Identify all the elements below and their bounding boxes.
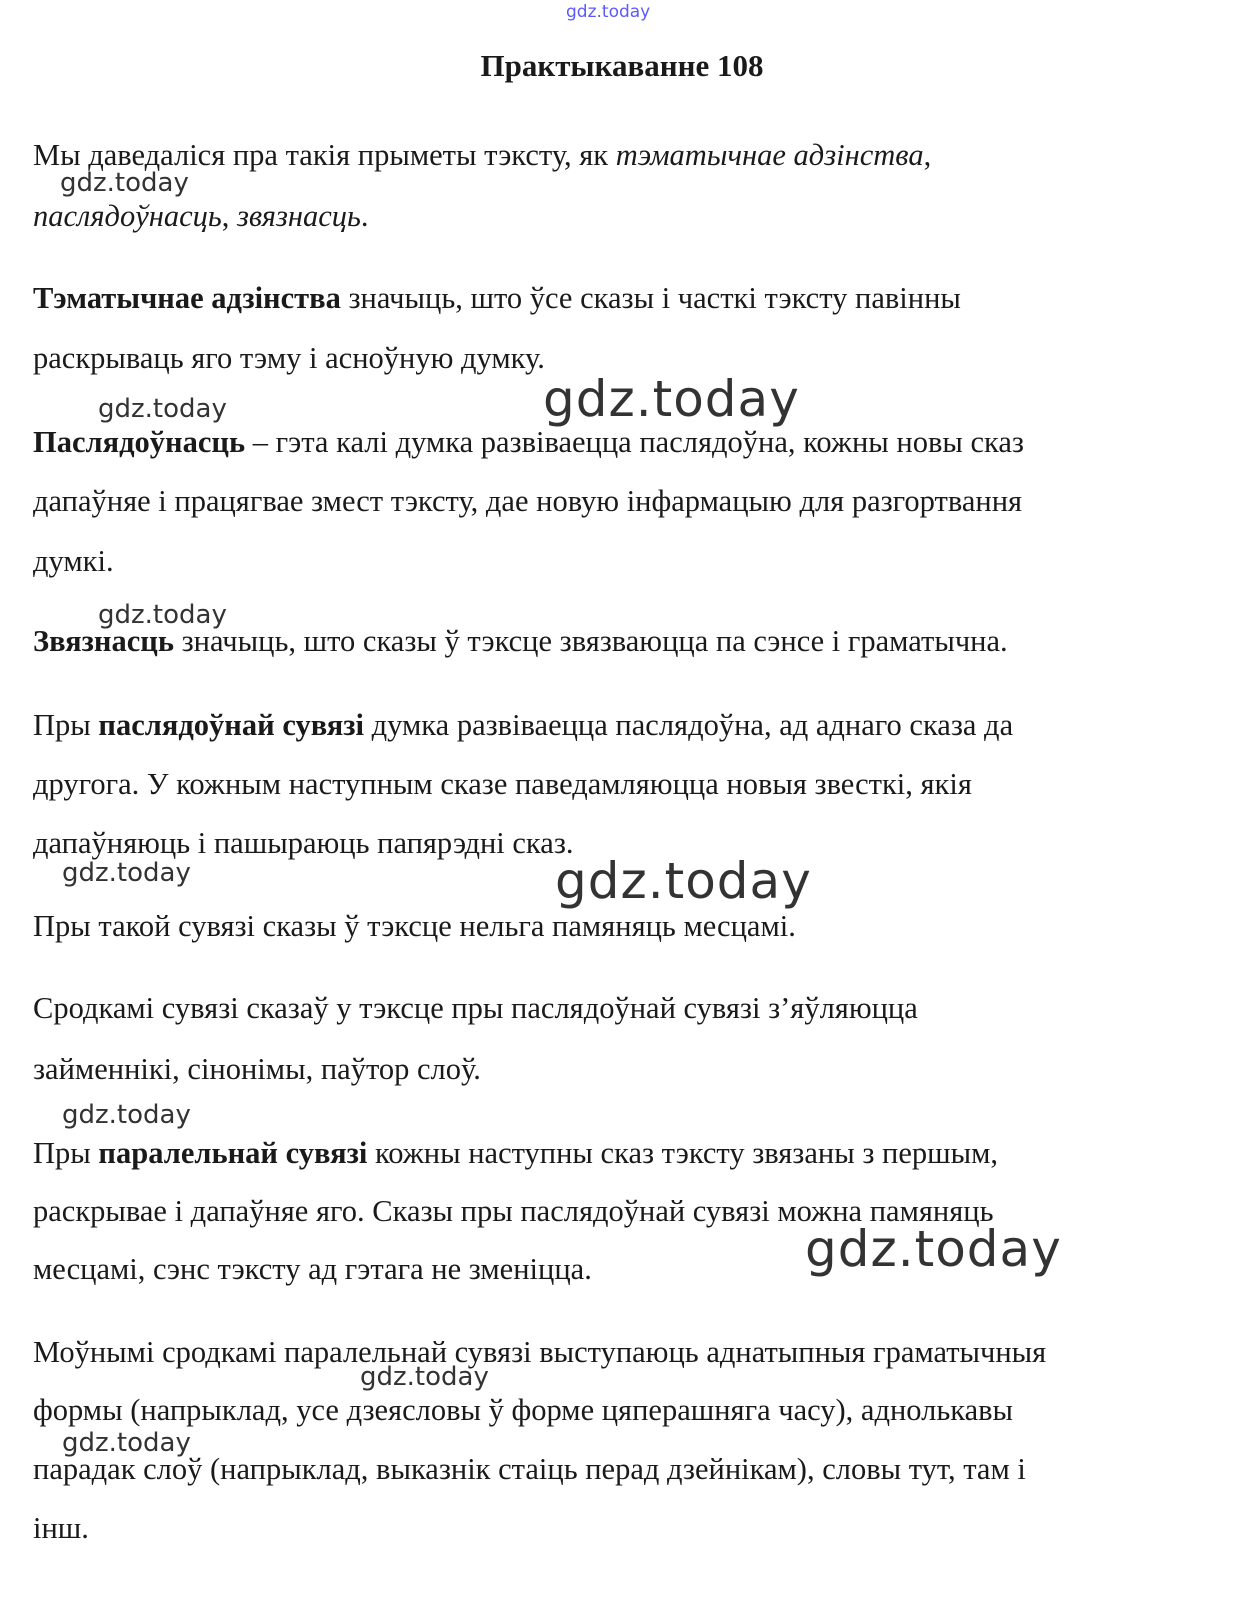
paragraph-sequence: думкі. <box>33 544 114 578</box>
paragraph-sequential-link: другога. У кожным наступным сказе паведамляюцца новыя звесткі, якія <box>33 767 972 801</box>
watermark: gdz.today <box>98 394 227 424</box>
watermark: gdz.today <box>543 370 800 428</box>
paragraph-thematic-unity: раскрываць яго тэму і асноўную думку. <box>33 341 545 375</box>
watermark: gdz.today <box>62 858 191 888</box>
watermark: gdz.today <box>60 168 189 198</box>
watermark: gdz.today <box>555 852 812 910</box>
page-title: Практыкаванне 108 <box>480 48 764 83</box>
paragraph-intro-line: паслядоўнасць, звязнасць. <box>33 199 369 233</box>
paragraph-intro-line: Мы даведаліся пра такія прыметы тэксту, як тэматычнае адзінства, <box>33 138 932 172</box>
watermark: gdz.today <box>805 1220 1062 1278</box>
paragraph-parallel-means: інш. <box>33 1511 89 1545</box>
paragraph-sequence: Паслядоўнасць – гэта калі думка развіваецца паслядоўна, кожны новы сказ <box>33 425 1024 459</box>
paragraph-parallel-link: месцамі, сэнс тэксту ад гэтага не зменіцца. <box>33 1252 592 1286</box>
paragraph-sequence: дапаўняе і працягвае змест тэксту, дае новую інфармацыю для разгортвання <box>33 484 1023 518</box>
paragraph-no-swap: Пры такой сувязі сказы ў тэксце нельга памяняць месцамі. <box>33 909 796 943</box>
paragraph-parallel-means: формы (напрыклад, усе дзеясловы ў форме цяперашняга часу), аднолькавы <box>33 1393 1014 1427</box>
paragraph-coherence: Звязнасць значыць, што сказы ў тэксце звязваюцца па сэнсе і граматычна. <box>33 624 1008 658</box>
watermark: gdz.today <box>360 1362 489 1392</box>
watermark: gdz.today <box>98 600 227 630</box>
watermark: gdz.today <box>62 1428 191 1458</box>
watermark: gdz.today <box>566 2 651 22</box>
paragraph-parallel-link: Пры паралельнай сувязі кожны наступны сказ тэксту звязаны з першым, <box>33 1136 999 1170</box>
paragraph-parallel-link: раскрывае і дапаўняе яго. Сказы пры паслядоўнай сувязі можна памяняць <box>33 1194 994 1228</box>
paragraph-parallel-means: парадак слоў (напрыклад, выказнік стаіць перад дзейнікам), словы тут, там і <box>33 1452 1026 1486</box>
paragraph-link-means: Сродкамі сувязі сказаў у тэксце пры паслядоўнай сувязі з’яўляюцца <box>33 991 918 1025</box>
watermark: gdz.today <box>62 1100 191 1130</box>
paragraph-sequential-link: Пры паслядоўнай сувязі думка развіваецца паслядоўна, ад аднаго сказа да <box>33 708 1014 742</box>
paragraph-parallel-means: Моўнымі сродкамі паралельнай сувязі выступаюць аднатыпныя граматычныя <box>33 1335 1047 1369</box>
paragraph-sequential-link: дапаўняюць і пашыраюць папярэдні сказ. <box>33 826 574 860</box>
paragraph-link-means: займеннікі, сінонімы, паўтор слоў. <box>33 1052 481 1086</box>
paragraph-thematic-unity: Тэматычнае адзінства значыць, што ўсе сказы і часткі тэксту павінны <box>33 281 961 315</box>
